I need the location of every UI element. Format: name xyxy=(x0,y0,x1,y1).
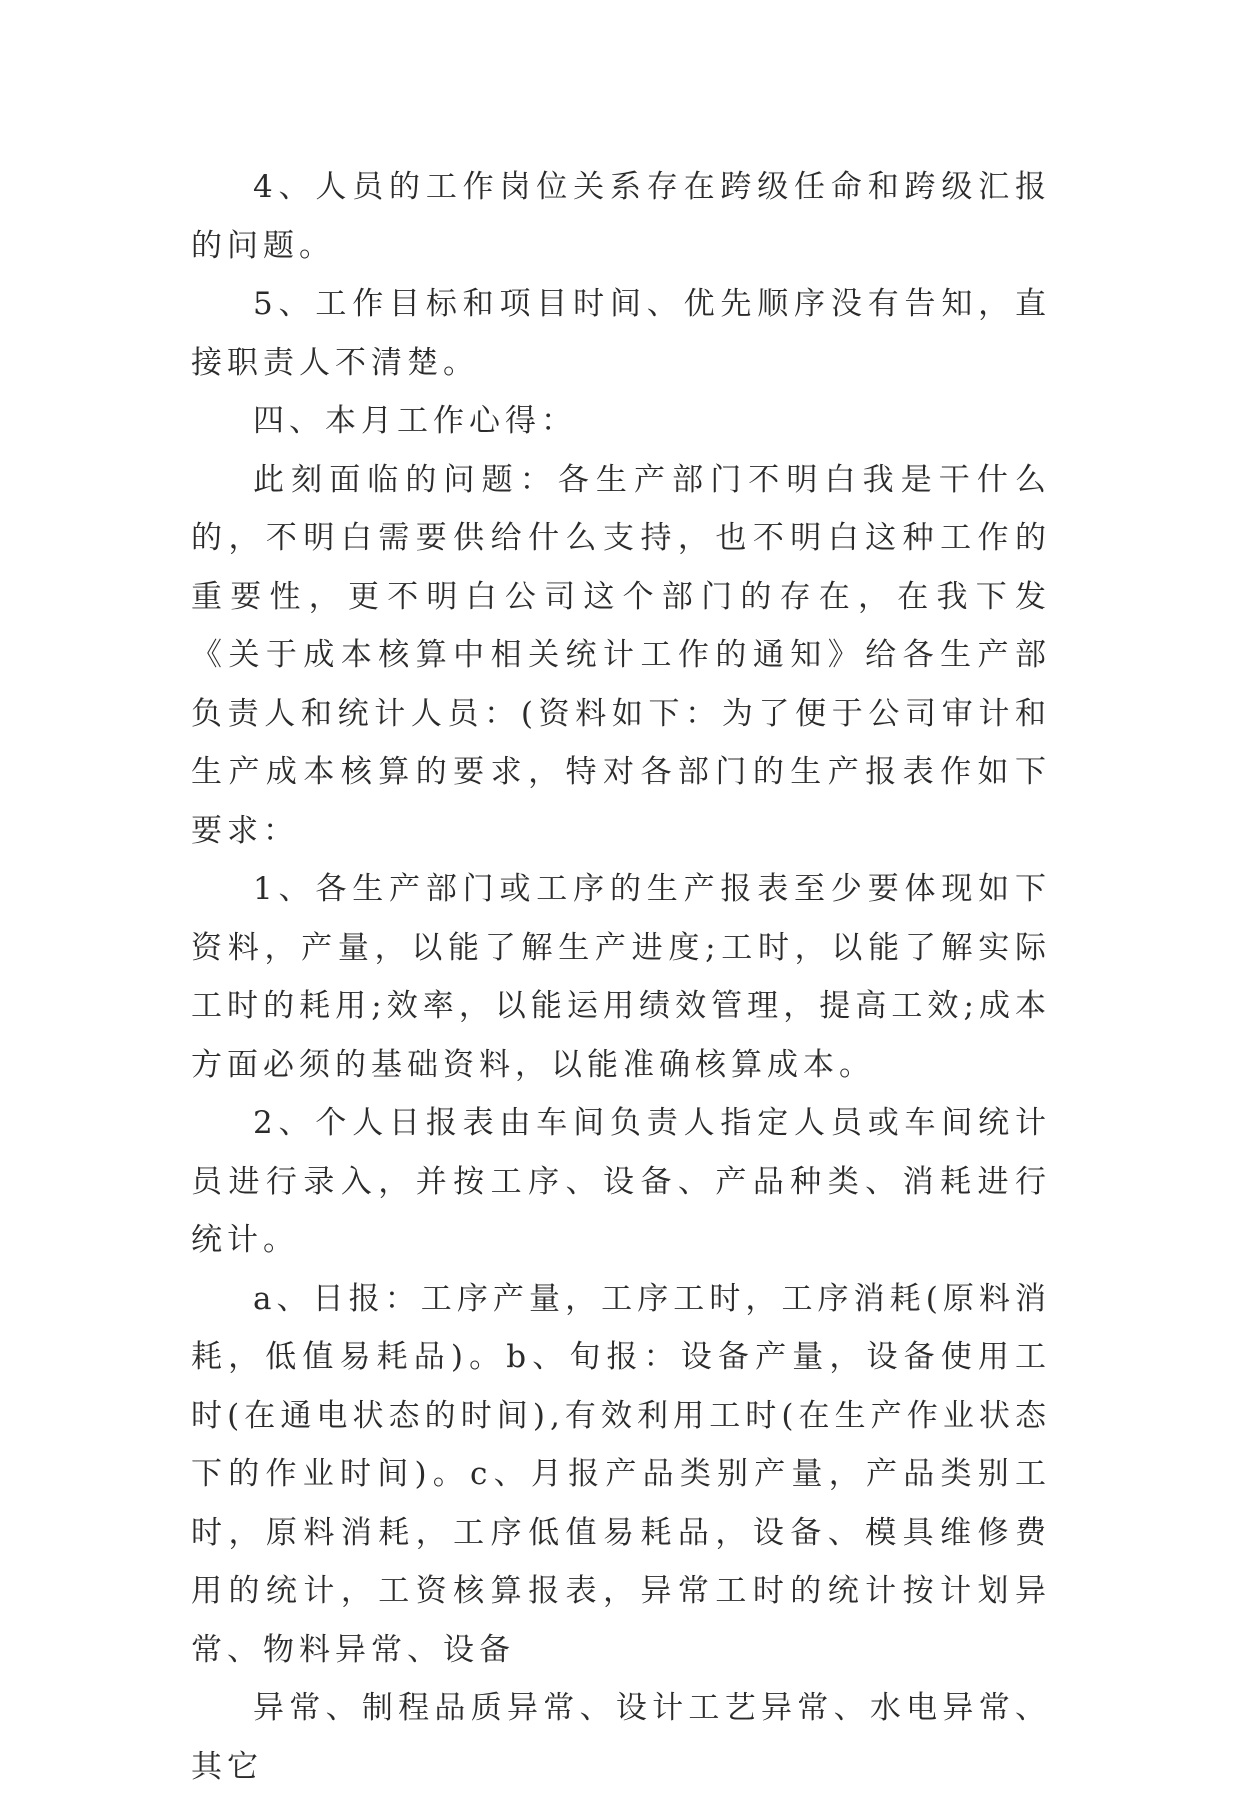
document-body xyxy=(191,158,1051,1796)
paragraph-requirement-2: 2、个人日报表由车间负责人指定人员或车间统计员进行录入，并按工序、设备、产品种类、消耗进行统计。 xyxy=(191,1105,1051,1258)
paragraph-report-types: a、日报：工序产量，工序工时，工序消耗(原料消耗，低值易耗品)。b、旬报：设备产量，设备使用工时(在通电状态的时间),有效利用工时(在生产作业状态下的作业时间)。c、月报产品类别产量，产品类别工时，原料消耗，工序低值易耗品，设备、模具维修费用的统计，工资核算报表，异常工时的统计按计划异常、物料异常、设备 xyxy=(191,1280,1051,1668)
paragraph-current-problems: 此刻面临的问题：各生产部门不明白我是干什么的，不明白需要供给什么支持，也不明白这种工作的重要性，更不明白公司这个部门的存在，在我下发《关于成本核算中相关统计工作的通知》给各生产部负责人和统计人员：(资料如下：为了便于公司审计和生产成本核算的要求，特对各部门的生产报表作如下要求： xyxy=(191,461,1051,849)
paragraph-item-4: 4、人员的工作岗位关系存在跨级任命和跨级汇报的问题。 xyxy=(191,169,1051,264)
paragraph-anomaly-continuation: 异常、制程品质异常、设计工艺异常、水电异常、其它 xyxy=(191,1690,1051,1785)
paragraph-item-5: 5、工作目标和项目时间、优先顺序没有告知，直接职责人不清楚。 xyxy=(191,286,1051,381)
paragraph-requirement-1: 1、各生产部门或工序的生产报表至少要体现如下资料，产量，以能了解生产进度;工时，以能了解实际工时的耗用;效率，以能运用绩效管理，提高工效;成本方面必须的基础资料，以能准确核算成本。 xyxy=(191,871,1051,1083)
section-heading-monthly-insights: 四、本月工作心得： xyxy=(253,403,577,439)
